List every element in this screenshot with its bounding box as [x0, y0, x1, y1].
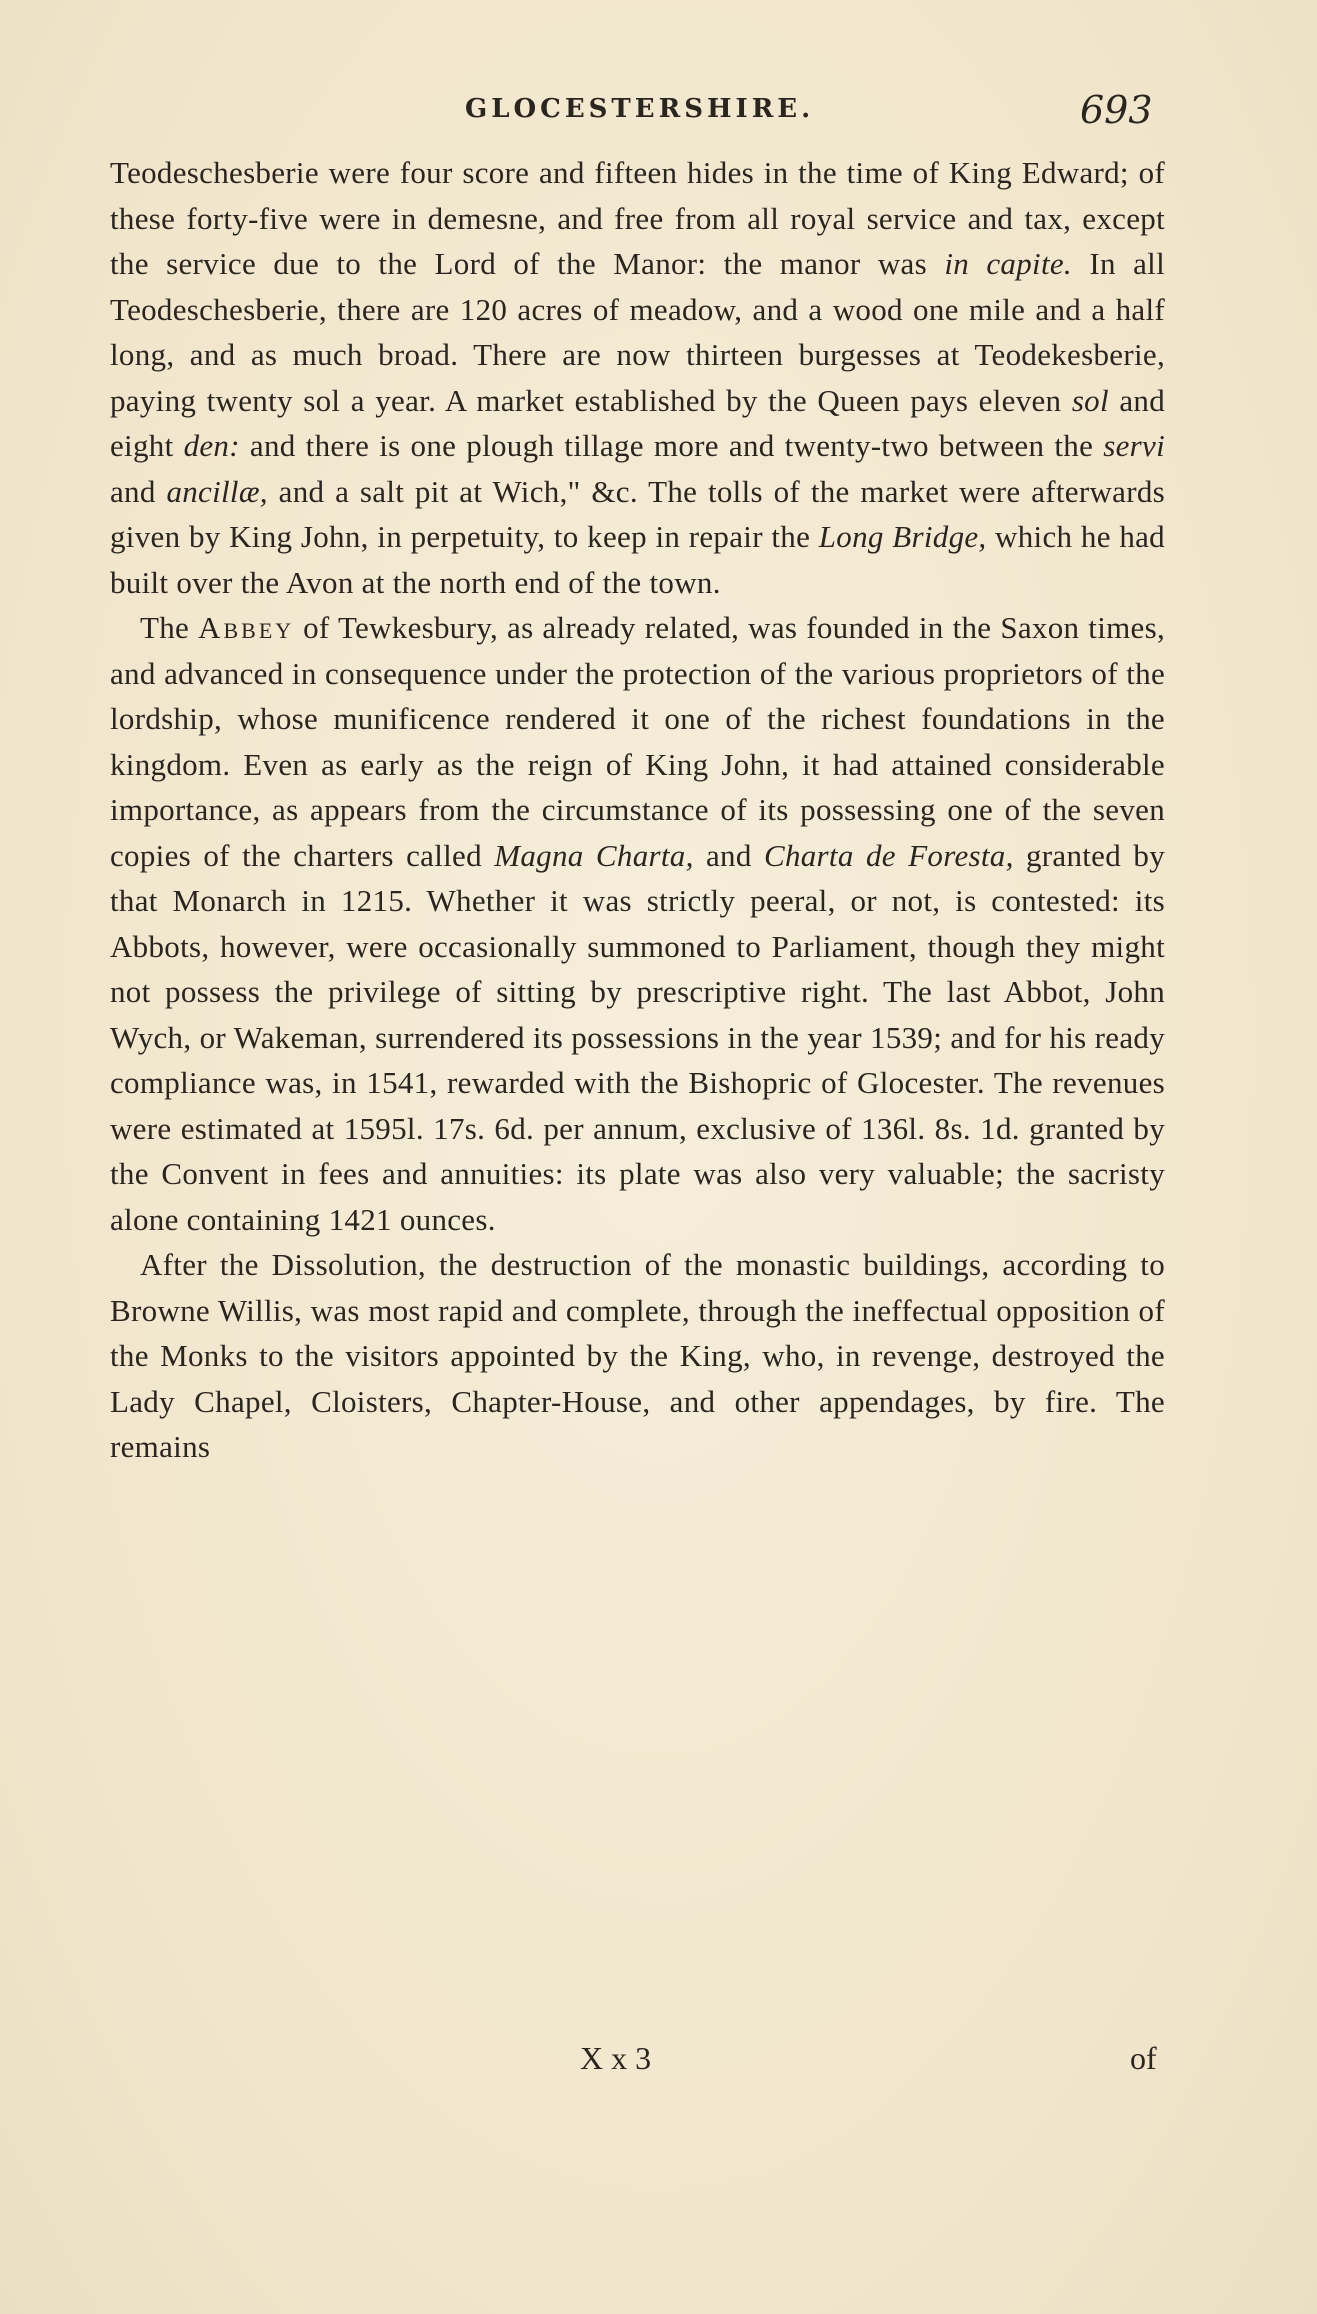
- italic-run: ancillæ,: [166, 473, 268, 509]
- text-run: and a salt pit at Wich," &c. The tolls of the market were afterwards given by King John, in perpetuity, to keep in repair the: [110, 473, 1165, 554]
- italic-run: Long Bridge,: [818, 519, 987, 554]
- running-head: GLOCESTERSHIRE.: [465, 94, 815, 124]
- body-text: [110, 150, 1165, 1470]
- text-run: and: [693, 837, 764, 873]
- catchword: of: [1130, 2040, 1157, 2076]
- text-run: The: [140, 610, 199, 645]
- text-run: and eight: [110, 382, 1165, 463]
- text-run: In all Teodeschesberie, there are 120 acres of meadow, and a wood one mile and a half long, and as much broad. There are now thirteen burgesses at Teodekesberie, paying twenty sol a year. A market established by the Queen pays eleven: [110, 246, 1165, 418]
- small-caps-run: Abbey: [198, 610, 295, 645]
- italic-run: servi: [1103, 428, 1165, 463]
- page-header: [110, 88, 1210, 138]
- signature-mark: X x 3: [580, 2040, 652, 2076]
- page-number: 693: [1080, 88, 1153, 132]
- italic-run: Charta de Foresta,: [763, 837, 1014, 873]
- text-run: and there is one plough tillage more and twenty-two between the: [239, 428, 1104, 463]
- italic-run: sol: [1071, 382, 1109, 418]
- paragraph-3: [110, 1242, 1165, 1470]
- italic-run: den:: [183, 428, 240, 463]
- italic-run: in capite.: [944, 246, 1072, 281]
- text-run: granted by that Monarch in 1215. Whether it was strictly peeral, or not, is contested: its Abbots, however, were occasionally summoned to Parliament, though they might not possess the privilege of sitting by prescriptive right. The last Abbot, John Wych, or Wakeman, surrendered its possessions in the year 1539; and for his ready compliance was, in 1541, rewarded with the Bishopric of Glocester. The revenues were estimated at 1595l. 17s. 6d. per annum, exclusive of 136l. 8s. 1d. granted by the Convent in fees and annuities: its plate was also very valuable; the sacristy alone containing 1421 ounces.: [110, 837, 1165, 1237]
- text-run: which he had built over the Avon at the north end of the town.: [110, 519, 1165, 600]
- text-run: and: [110, 473, 167, 509]
- paragraph-1: [110, 150, 1165, 605]
- paragraph-2: [110, 605, 1165, 1242]
- page-footer: [110, 2040, 1165, 2080]
- text-run: of Tewkesbury, as already related, was founded in the Saxon times, and advanced in consequence under the protection of the various proprietors of the lordship, whose munificence rendered it one of the richest foundations in the kingdom. Even as early as the reign of King John, it had attained considerable importance, as appears from the circumstance of its possessing one of the seven copies of the charters called: [110, 610, 1165, 873]
- text-run: After the Dissolution, the destruction of the monastic buildings, according to Browne Willis, was most rapid and complete, through the ineffectual opposition of the Monks to the visitors appointed by the King, who, in revenge, destroyed the Lady Chapel, Cloisters, Chapter-House, and other appendages, by fire. The remains: [110, 1247, 1165, 1464]
- italic-run: Magna Charta,: [494, 837, 694, 873]
- text-run: Teodeschesberie were four score and fifteen hides in the time of King Edward; of these forty-five were in demesne, and free from all royal service and tax, except the service due to the Lord of the Manor: the manor was: [110, 155, 1165, 281]
